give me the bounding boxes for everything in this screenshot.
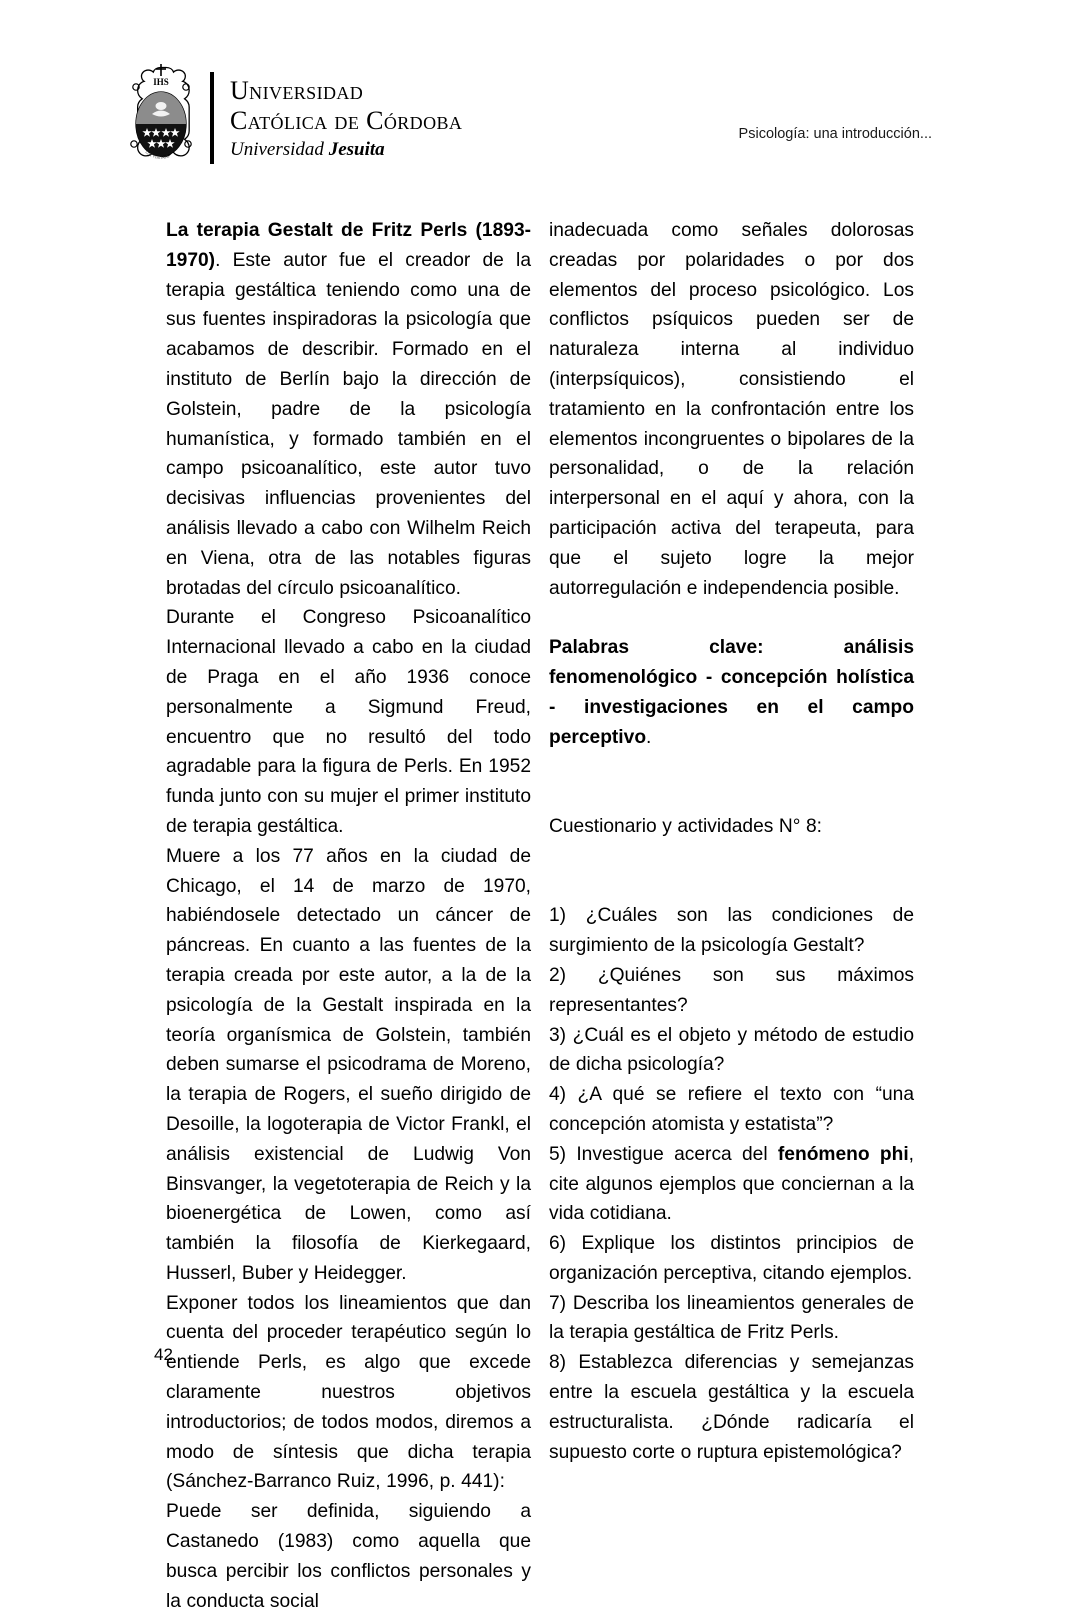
page-content (0, 216, 1080, 1616)
paragraph-lineamientos: Exponer todos los lineamientos que dan cuenta del proceder terapéutico según lo entiende Perls, es algo que excede claramente nuestros objetivos introductorios; de todos modos, diremos a modo de síntesis que dicha terapia (Sánchez-Barranco Ruiz, 1996, p. 441): (166, 1292, 531, 1493)
paragraph-body: . Este autor fue el creador de la terapia gestáltica teniendo como una de sus fuentes inspiradoras la psicología que acabamos de describir. Formado en el instituto de Berlín bajo la dirección de Golstein, padre de la psicología humanística, y formado también en el campo psicoanalítico, este autor tuvo decisivas influencias provenientes del análisis llevado a cabo con Wilhelm Reich en Viena, otra de las notables figuras brotadas del círculo psicoanalítico. (166, 249, 531, 599)
question-term-bold: fenómeno phi (777, 1143, 909, 1165)
running-head: Psicología: una introducción... (738, 126, 932, 142)
university-crest-icon (122, 62, 200, 174)
wordmark-line-catolica-de-cordoba: Católica de Córdoba (230, 105, 463, 135)
logo-divider-rule (210, 72, 214, 164)
question-text-part1: 5) Investigue acerca del (549, 1143, 778, 1165)
keywords-bold: Palabras clave: análisis fenomenológico - concepción holística - investigaciones en el campo perceptivo (549, 637, 914, 748)
question-item: 8) Establezca diferencias y semejanzas entre la escuela gestáltica y la escuela estructuralista. ¿Dónde radicaría el supuesto corte o ruptura epistemológica? (549, 1352, 914, 1463)
paragraph-conflictos-psiquicos: inadecuada como señales dolorosas creadas por polaridades o por dos elementos del proceso psicológico. Los conflictos psíquicos pueden ser de naturaleza interna al individuo (interpsíquicos), consistiendo el tratamiento en la confrontación entre los elementos incongruentes o bipolares de la personalidad, o de la relación interpersonal en el aquí y ahora, con la participación activa del terapeuta, para que el sujeto logre la mejor autorregulación e independencia posible. (549, 220, 914, 599)
university-wordmark (230, 75, 463, 160)
page-header (0, 0, 1080, 200)
tagline-regular: Universidad (230, 138, 329, 160)
question-item: 2) ¿Quiénes son sus máximos representantes? (549, 964, 914, 1016)
paragraph-congreso-praga: Durante el Congreso Psicoanalítico Internacional llevado a cabo en la ciudad de Praga en el año 1936 conoce personalmente a Sigmund Freud, encuentro que no resultó del todo agradable para la figura de Perls. En 1952 funda junto con su mujer el primer instituto de terapia gestáltica. (166, 607, 531, 837)
question-item: 4) ¿A qué se refiere el texto con “una concepción atomista y estatista”? (549, 1084, 914, 1135)
paragraph-gap-2 (549, 752, 914, 782)
right-text-column (549, 216, 914, 1467)
paragraph-palabras-clave (549, 633, 914, 752)
page-number: 42 (154, 1345, 173, 1364)
left-text-column (166, 216, 531, 1616)
paragraph-gap-3 (549, 782, 914, 812)
svg-text:IHS: IHS (153, 77, 169, 87)
paragraph-muerte-y-fuentes: Muere a los 77 años en la ciudad de Chicago, el 14 de marzo de 1970, habiéndosele detectado un cáncer de páncreas. En cuanto a las fuentes de la terapia creada por este autor, a la de la psicología de la Gestalt inspirada en la teoría organísmica de Golstein, también deben sumarse el psicodrama de Moreno, la terapia de Rogers, el sueño dirigido de Desoille, la logoterapia de Victor Frankl, el análisis existencial de Ludwig Von Binsvanger, la vegetoterapia de Reich y la bioenergética de Lowen, como así también la filosofía de Kierkegaard, Husserl, Buber y Heidegger. (166, 845, 531, 1284)
university-logo (122, 62, 462, 174)
wordmark-line-universidad: Universidad (230, 75, 364, 105)
question-item: 7) Describa los lineamientos generales de la terapia gestáltica de Fritz Perls. (549, 1292, 914, 1344)
svg-text:LUX VERITATIS: LUX VERITATIS (144, 150, 171, 160)
paragraph-gap-5 (549, 872, 914, 902)
paragraph-gap-1 (549, 603, 914, 633)
paragraph-castanedo: Puede ser definida, siguiendo a Castanedo (1983) como aquella que busca percibir los conflictos personales y la conducta social (166, 1501, 531, 1612)
wordmark-tagline (230, 140, 462, 159)
tagline-bold: Jesuita (328, 138, 385, 160)
question-item: 6) Explique los distintos principios de organización perceptiva, citando ejemplos. (549, 1233, 914, 1284)
question-item: 3) ¿Cuál es el objeto y método de estudio de dicha psicología? (549, 1024, 914, 1076)
questionnaire-title: Cuestionario y actividades N° 8: (549, 815, 822, 837)
paragraph-gap-4 (549, 842, 914, 872)
question-item-fenomeno-phi (549, 1140, 914, 1229)
two-column-layout (166, 216, 914, 1616)
paragraph-lead-bold: La terapia Gestalt de Fritz Perls (1893-1970) (166, 220, 531, 271)
keywords-period: . (646, 726, 652, 748)
question-text-part2: , cite algunos ejemplos que conciernan a la vida cotidiana. (549, 1143, 914, 1225)
question-item: 1) ¿Cuáles son las condiciones de surgimiento de la psicología Gestalt? (549, 905, 914, 957)
paragraph-perls-intro (166, 216, 531, 603)
